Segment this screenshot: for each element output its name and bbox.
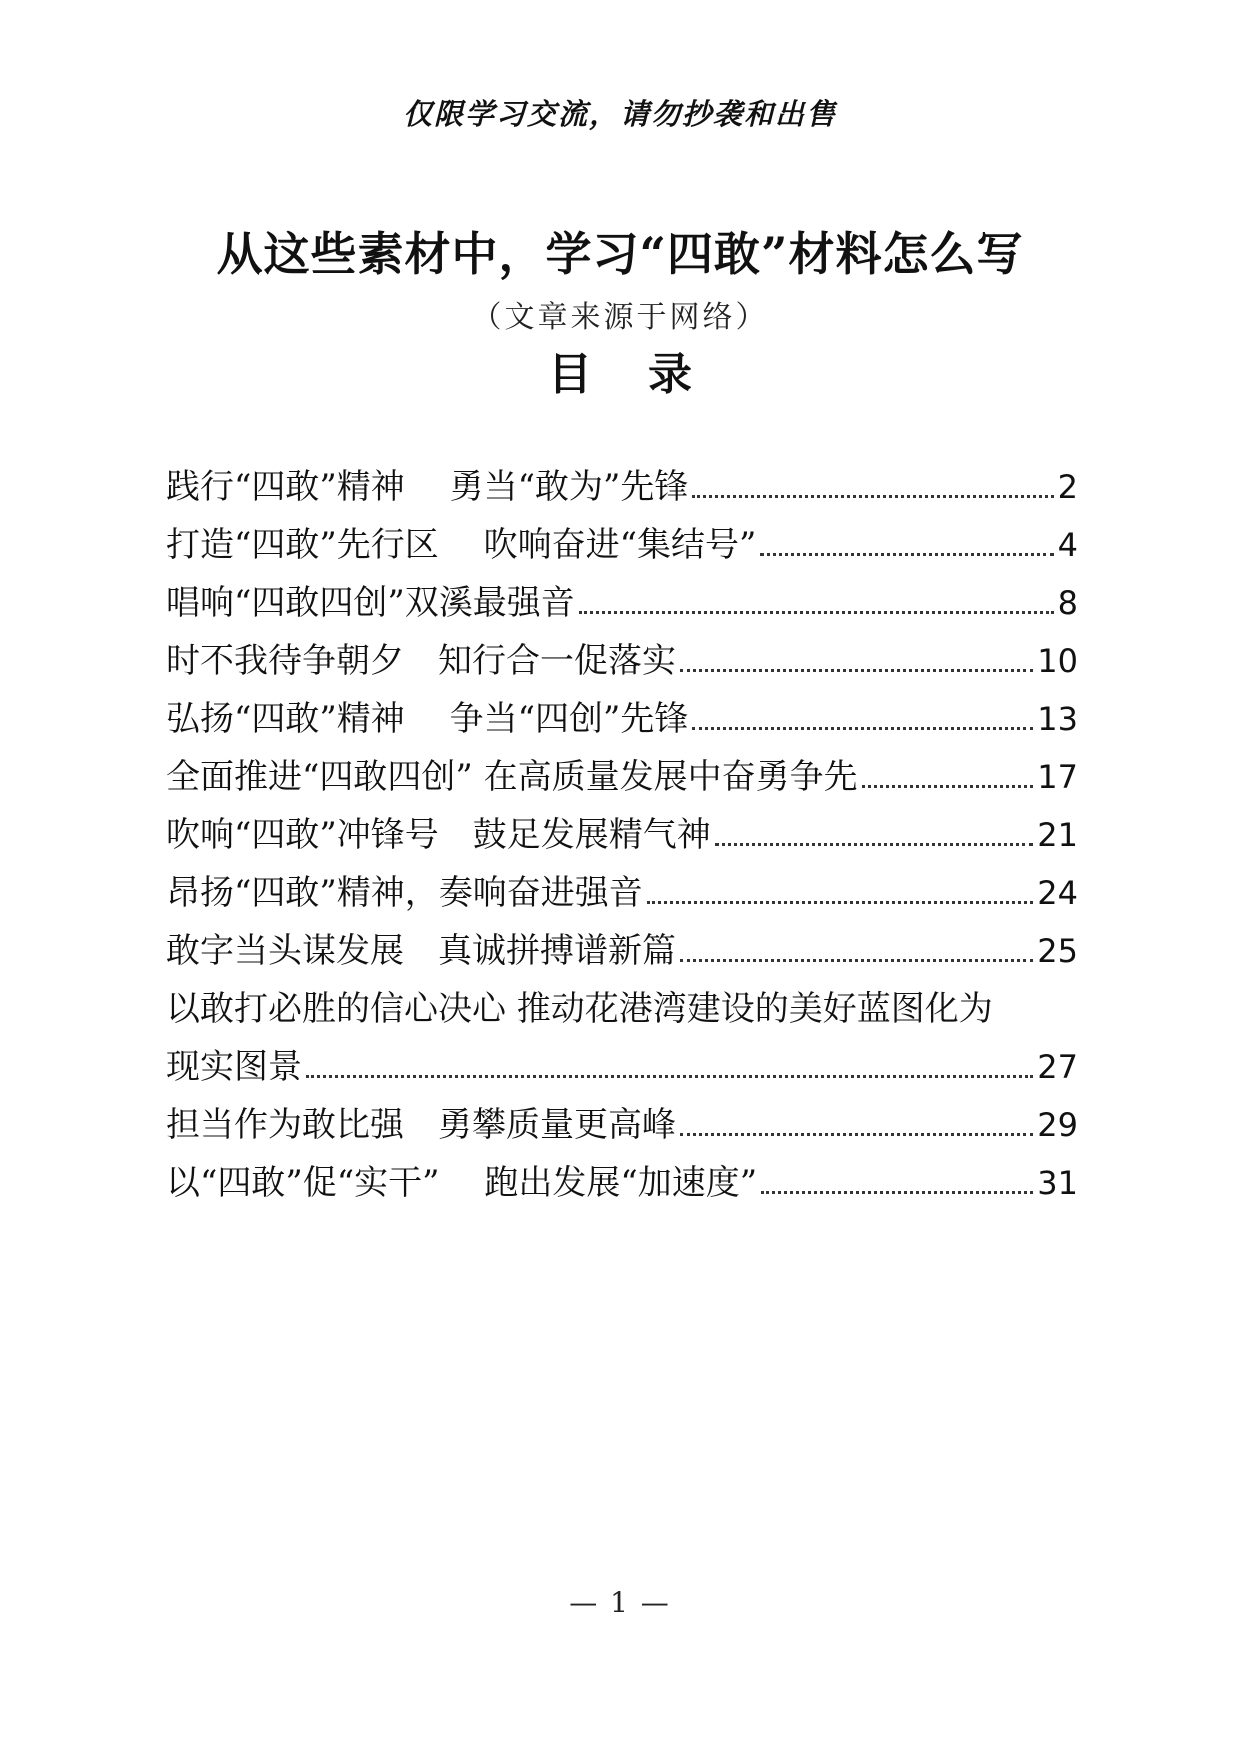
toc-entry-title: 以“四敢”促“实干” 跑出发展“加速度” bbox=[166, 1163, 758, 1203]
dot-leader bbox=[862, 785, 1034, 788]
toc-entry-title: 时不我待争朝夕 知行合一促落实 bbox=[166, 641, 676, 681]
toc-entry[interactable] bbox=[166, 516, 1078, 574]
dot-leader bbox=[647, 901, 1034, 904]
toc-entry[interactable] bbox=[166, 632, 1078, 690]
toc-entry-title: 敢字当头谋发展 真诚拼搏谱新篇 bbox=[166, 931, 676, 971]
toc-entry[interactable] bbox=[166, 574, 1078, 632]
toc-entry[interactable] bbox=[166, 1096, 1078, 1154]
dot-leader bbox=[692, 495, 1053, 498]
toc-entry[interactable] bbox=[166, 458, 1078, 516]
toc-entry-title: 担当作为敢比强 勇攀质量更高峰 bbox=[166, 1105, 676, 1145]
toc-entry-page: 13 bbox=[1037, 700, 1078, 738]
dot-leader bbox=[760, 553, 1053, 556]
dot-leader bbox=[680, 959, 1033, 962]
toc-entry-page: 2 bbox=[1057, 468, 1078, 506]
toc-entry-title: 打造“四敢”先行区 吹响奋进“集结号” bbox=[166, 525, 757, 565]
toc-entry[interactable] bbox=[166, 980, 1078, 1096]
toc-entry-title: 践行“四敢”精神 勇当“敢为”先锋 bbox=[166, 467, 689, 507]
toc-entry-title: 昂扬“四敢”精神，奏响奋进强音 bbox=[166, 873, 643, 913]
dot-leader bbox=[680, 669, 1033, 672]
toc-entry-page: 29 bbox=[1037, 1106, 1078, 1144]
document-title: 从这些素材中，学习“四敢”材料怎么写 bbox=[216, 227, 1024, 281]
toc-entry-page: 24 bbox=[1037, 874, 1078, 912]
toc-entry-page: 25 bbox=[1037, 932, 1078, 970]
toc-entry[interactable] bbox=[166, 806, 1078, 864]
toc-entry-title: 以敢打必胜的信心决心 推动花港湾建设的美好蓝图化为 bbox=[166, 989, 993, 1029]
toc-entry-page: 21 bbox=[1037, 816, 1078, 854]
source-note: （文章来源于网络） bbox=[471, 300, 769, 335]
toc-entry-title: 全面推进“四敢四创” 在高质量发展中奋勇争先 bbox=[166, 757, 858, 797]
dot-leader bbox=[715, 843, 1034, 846]
toc-entry-title: 弘扬“四敢”精神 争当“四创”先锋 bbox=[166, 699, 689, 739]
toc-entry-page: 31 bbox=[1037, 1164, 1078, 1202]
toc-entry-line bbox=[166, 980, 1078, 1038]
toc-heading-char: 录 bbox=[648, 349, 692, 400]
dot-leader bbox=[761, 1191, 1033, 1194]
table-of-contents bbox=[166, 458, 1078, 1212]
toc-entry-title-continued: 现实图景 bbox=[166, 1047, 302, 1087]
toc-entry-title: 唱响“四敢四创”双溪最强音 bbox=[166, 583, 575, 623]
toc-entry[interactable] bbox=[166, 690, 1078, 748]
page-number: — 1 — bbox=[569, 1586, 671, 1619]
dot-leader bbox=[692, 727, 1033, 730]
toc-entry-page: 10 bbox=[1037, 642, 1078, 680]
toc-entry[interactable] bbox=[166, 748, 1078, 806]
toc-entry-page: 8 bbox=[1057, 584, 1078, 622]
toc-entry-page: 17 bbox=[1037, 758, 1078, 796]
toc-entry-page: 4 bbox=[1057, 526, 1078, 564]
toc-entry[interactable] bbox=[166, 1154, 1078, 1212]
toc-entry-title: 吹响“四敢”冲锋号 鼓足发展精气神 bbox=[166, 815, 711, 855]
toc-heading-char: 目 bbox=[548, 349, 592, 400]
toc-entry-line bbox=[166, 1038, 1078, 1096]
toc-entry[interactable] bbox=[166, 864, 1078, 922]
toc-heading bbox=[0, 338, 1240, 402]
toc-entry-page: 27 bbox=[1037, 1048, 1078, 1086]
dot-leader bbox=[579, 611, 1054, 614]
toc-entry[interactable] bbox=[166, 922, 1078, 980]
dot-leader bbox=[306, 1075, 1033, 1078]
dot-leader bbox=[680, 1133, 1033, 1136]
header-note: 仅限学习交流，请勿抄袭和出售 bbox=[402, 97, 837, 131]
